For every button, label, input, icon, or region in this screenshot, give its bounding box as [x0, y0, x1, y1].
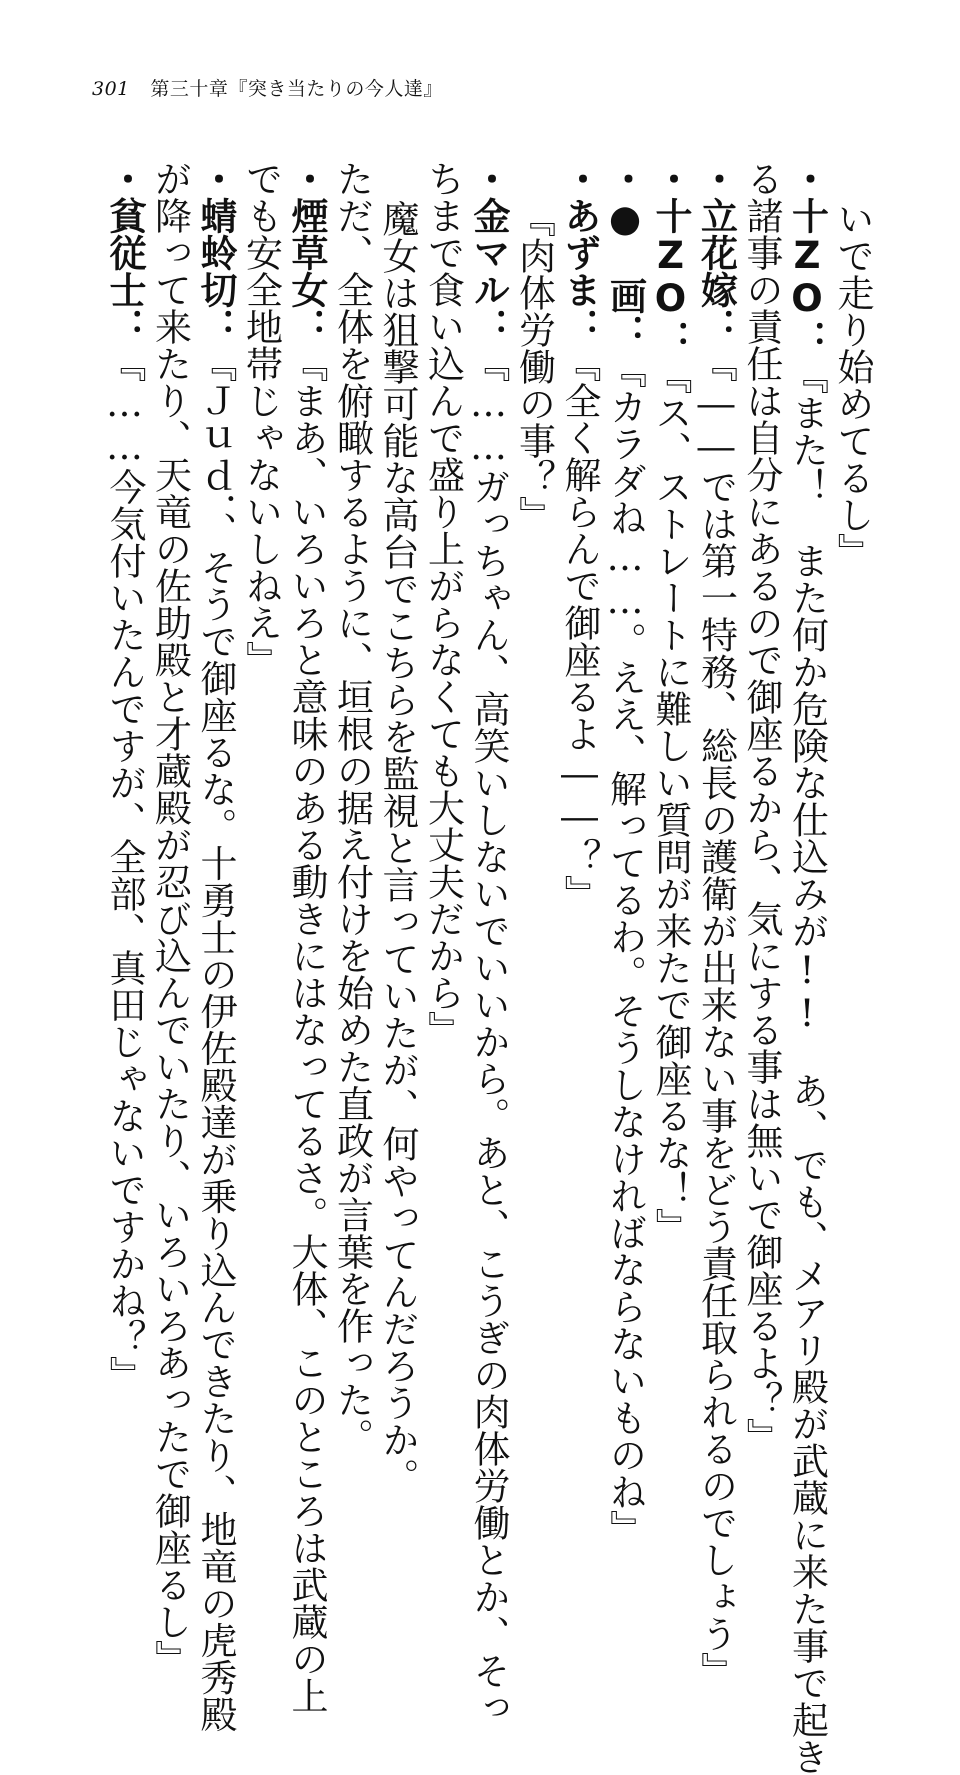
text-column [605, 160, 645, 1547]
text-column [195, 160, 235, 1733]
text-column [832, 200, 872, 570]
column-text: 『カラダね……。ええ、解ってるわ。そうしなければならないものね』 [603, 351, 647, 1547]
text-column [514, 200, 554, 533]
text-column [104, 160, 144, 1393]
column-text: が降って来たり、天竜の佐助殿と才蔵殿が忍び込んでいたり、いろいろあったで御座るし』 [148, 160, 192, 1677]
speaker-name: ・金マル： [467, 160, 510, 345]
text-column [241, 160, 281, 678]
column-text: 『全く解らんで御座るよ――？』 [558, 345, 601, 912]
speaker-name: ・蜻蛉切： [194, 160, 237, 345]
chapter-title: 第三十章『突き当たりの今人達』 [150, 78, 443, 100]
column-text: 『また！ また何か危険な仕込みが!! あ、でも、メアリ殿が武蔵に来た事で起き [785, 357, 829, 1775]
column-text: 『肉体労働の事？』 [512, 200, 556, 533]
text-column [423, 160, 463, 1048]
speaker-name: ・立花嫁： [694, 160, 738, 345]
text-column [332, 160, 372, 1455]
speaker-name: ・● 画： [603, 160, 647, 351]
text-column [787, 160, 827, 1775]
speaker-name: ・十ZO： [785, 160, 829, 357]
text-column [286, 160, 326, 1714]
text-column [468, 160, 508, 1726]
column-text: ちまで食い込んで盛り上がらなくても大丈夫だから』 [421, 160, 465, 1048]
text-column [650, 160, 690, 1245]
running-header [92, 74, 443, 101]
column-text: 『……今気付いたんですが、全部、真田じゃないですかね？』 [103, 345, 146, 1393]
page-number: 301 [92, 78, 130, 100]
column-text: 『ス、ストレートに難しい質問が来たで御座るな！』 [649, 357, 692, 1245]
text-column [559, 160, 599, 912]
text-column [377, 200, 417, 1495]
speaker-name: ・あずま： [558, 160, 601, 345]
column-text: 『Ｊｕｄ．、そうで御座るな。十勇士の伊佐殿達が乗り込んできたり、地竜の虎秀殿 [194, 345, 237, 1733]
text-column [696, 160, 736, 1689]
column-text: でも安全地帯じゃないしねえ』 [239, 160, 283, 678]
speaker-name: ・十ZO： [649, 160, 692, 357]
column-text: る諸事の責任は自分にあるので御座るから、気にする事は無いで御座るよ？』 [740, 160, 783, 1455]
column-text: 『――では第一特務、総長の護衛が出来ない事をどう責任取られるのでしょう』 [694, 345, 738, 1689]
speaker-name: ・貧従士： [103, 160, 146, 345]
speaker-name: ・煙草女： [285, 160, 328, 345]
column-text: 『……ガっちゃん、高笑いしないでいいから。あと、こうぎの肉体労働とか、そっ [467, 345, 510, 1726]
column-text: ただ、全体を俯瞰するように、垣根の据え付けを始めた直政が言葉を作った。 [330, 160, 374, 1455]
column-text: いで走り始めてるし』 [831, 200, 874, 570]
column-text: 『まあ、いろいろと意味のある動きにはなってるさ。大体、このところは武蔵の上 [285, 345, 328, 1714]
text-column [150, 160, 190, 1677]
text-column [741, 160, 781, 1455]
column-text: 魔女は狙撃可能な高台でこちらを監視と言っていたが、何やってんだろうか。 [376, 200, 419, 1495]
